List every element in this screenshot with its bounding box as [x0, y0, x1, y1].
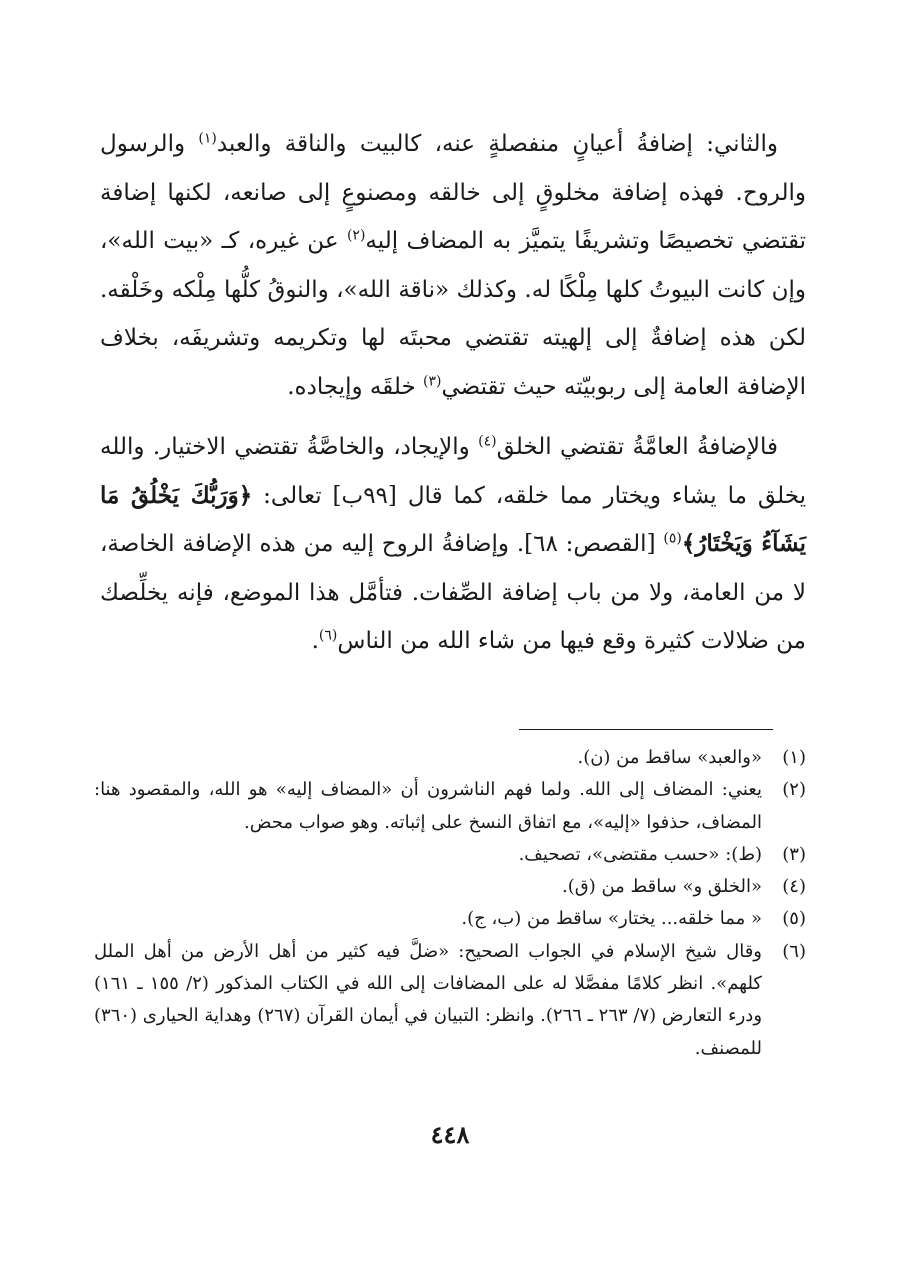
text-segment: خلقَه وإيجاده. [287, 373, 424, 400]
footnote-text: (ط): «حسب مقتضى»، تصحيف. [518, 843, 762, 865]
main-text-block [100, 120, 806, 666]
text-segment: عن غيره، كـ «بيت الله»، وإن كانت البيوتُ كلها مِلْكًا له. وكذلك «ناقة الله»، والنوقُ كلُّها مِلْكه وخَلْقه. لكن هذه إضافةٌ إلى إلهيته تقتضي محبتَه لها وتكريمه وتشريفَه، بخلاف الإضافة العامة إلى ربوبيّته حيث تقتضي [100, 228, 806, 400]
footnote-number: (٦) [782, 940, 806, 962]
footnote-number: (٣) [782, 843, 806, 865]
quran-verse: ﴿وَرَبُّكَ يَخْلُقُ مَا يَشَآءُ وَيَخْتَارُ﴾ [100, 481, 806, 557]
text-segment: والثاني: إضافةُ أعيانٍ منفصلةٍ عنه، كالبيت والناقة والعبد [216, 131, 779, 157]
footnote-number: (٤) [782, 876, 806, 898]
footnote-item [94, 774, 806, 839]
footnote-number: (١) [782, 747, 806, 768]
text-segment: والإيجاد، والخاصَّةُ تقتضي الاختيار. والله يخلق ما يشاء ويختار مما خلقه، كما قال [٩٩ب] تعالى: [100, 434, 806, 509]
text-segment: فالإضافةُ العامَّةُ تقتضي الخلق [496, 434, 779, 460]
text-segment: والرسول والروح. فهذه إضافة مخلوقٍ إلى خالقه ومصنوعٍ إلى صانعه، لكنها إضافة تقتضي تخصيصًا وتشريفًا يتميَّز به المضاف إليه [100, 131, 806, 254]
footnote-divider [519, 729, 773, 730]
page-number: ٤٤٨ [430, 1120, 470, 1149]
footnote-item [94, 936, 806, 1065]
footnote-reference[interactable]: (٥) [663, 530, 682, 547]
footnote-reference[interactable]: (٣) [423, 372, 442, 389]
footnote-number: (٢) [782, 779, 806, 801]
body-text [100, 120, 806, 666]
paragraph [100, 423, 806, 666]
footnote-text: «والعبد» ساقط من (ن). [577, 747, 762, 768]
footnote-item [94, 742, 806, 774]
footnote-number: (٥) [782, 908, 806, 930]
footnote-item [94, 839, 806, 871]
footnote-reference[interactable]: (١) [198, 130, 217, 147]
footnote-reference[interactable]: (٤) [478, 433, 497, 450]
footnote-text: «الخلق و» ساقط من (ق). [561, 876, 762, 898]
footnote-item [94, 871, 806, 903]
footnote-reference[interactable]: (٢) [346, 227, 366, 244]
footnote-text: « مما خلقه... يختار» ساقط من (ب، ج). [461, 908, 762, 930]
footnote-item [94, 903, 806, 935]
footnote-reference[interactable]: (٦) [318, 627, 338, 644]
footnotes-section [94, 742, 806, 1065]
footnote-text: يعني: المضاف إلى الله. ولما فهم الناشرون أن «المضاف إليه» هو الله، والمقصود هنا: المضاف، حذفوا «إليه»، مع اتفاق النسخ على إثباته. وهو صواب محض. [94, 779, 762, 833]
footnote-text: وقال شيخ الإسلام في الجواب الصحيح: «ضلَّ فيه كثير من أهل الأرض من أهل الملل كلهم». انظر كلامًا مفصَّلا له على المضافات إلى الله في الكتاب المذكور (٢/ ١٥٥ ـ ١٦١) ودرء التعارض (٧/ ٢٦٣ ـ ٢٦٦). وانظر: التبيان في أيمان القرآن (٢٦٧) وهداية الحيارى (٣٦٠) للمصنف. [94, 940, 763, 1059]
text-segment: [القصص: ٦٨]. وإضافةُ الروح إليه من هذه الإضافة الخاصة، لا من العامة، ولا من باب إضافة الصِّفات. فتأمَّل هذا الموضع، فإنه يخلِّصك من ضلالات كثيرة وقع فيها من شاء الله من الناس [100, 531, 806, 654]
text-segment: . [311, 628, 319, 654]
paragraph [100, 120, 806, 411]
